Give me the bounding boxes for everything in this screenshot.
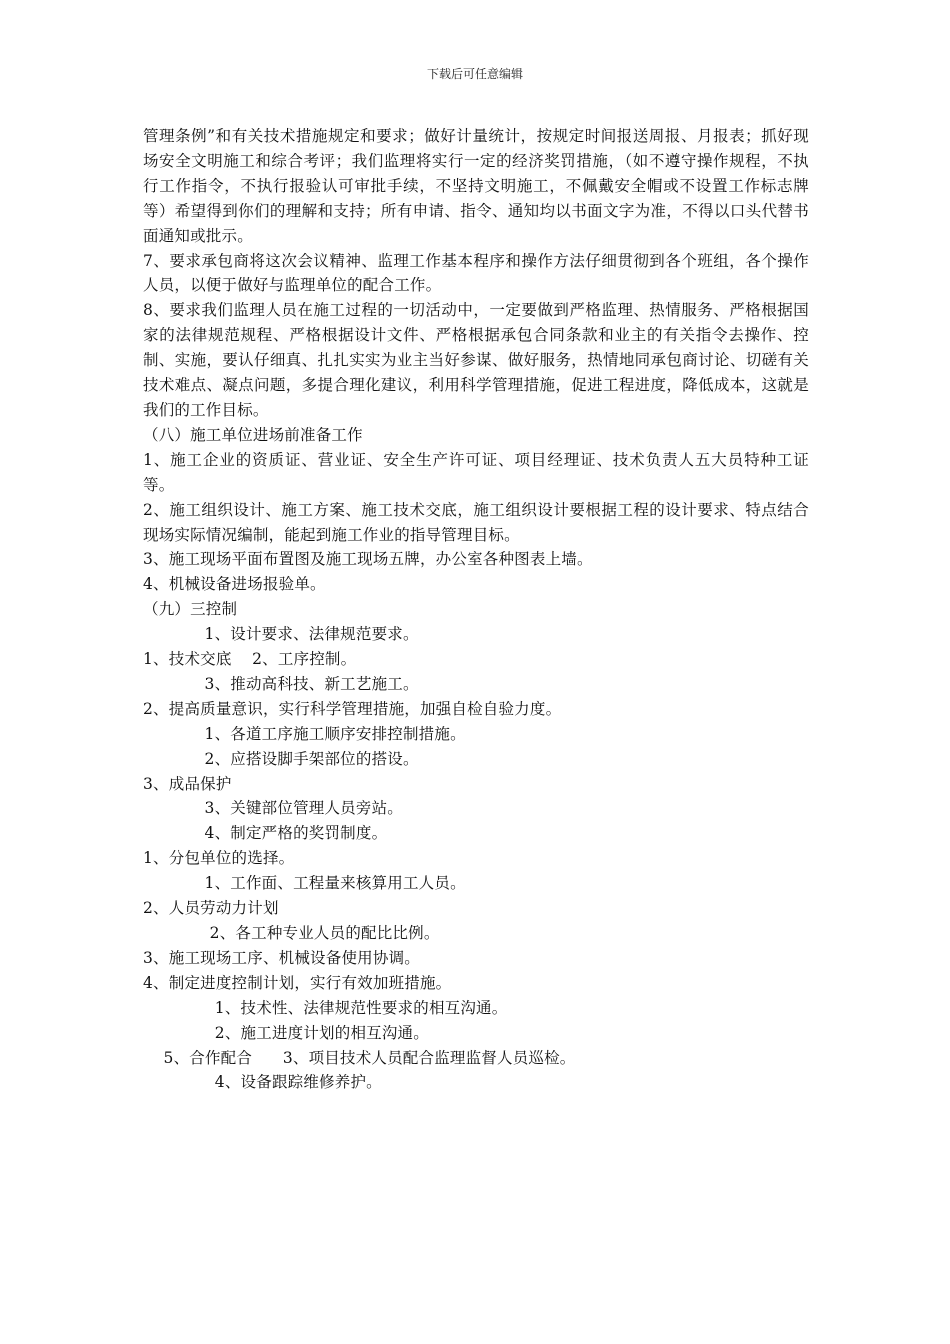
paragraph-prep-2: 2、施工组织设计、施工方案、施工技术交底，施工组织设计要根据工程的设计要求、特点结合现场实际情况编制，能起到施工作业的指导管理目标。 bbox=[143, 500, 809, 544]
document-body bbox=[143, 124, 809, 1095]
paragraph-prep-3: 3、施工现场平面布置图及施工现场五牌，办公室各种图表上墙。 bbox=[143, 550, 593, 569]
outline-line: 3、关键部位管理人员旁站。 bbox=[143, 799, 403, 818]
outline-line: 1、技术性、法律规范性要求的相互沟通。 bbox=[143, 998, 508, 1017]
outline-line: 1、各道工序施工顺序安排控制措施。 bbox=[143, 724, 466, 743]
section-heading-8: （八）施工单位进场前准备工作 bbox=[143, 425, 363, 444]
outline-line: 3、成品保护 bbox=[143, 774, 232, 793]
outline-line: 4、制定进度控制计划，实行有效加班措施。 bbox=[143, 973, 452, 992]
paragraph-prep-4: 4、机械设备进场报验单。 bbox=[143, 575, 326, 594]
paragraph-prep-1: 1、施工企业的资质证、营业证、安全生产许可证、项目经理证、技术负责人五大员特种工证等。 bbox=[143, 450, 809, 494]
paragraph-item-8: 8、要求我们监理人员在施工过程的一切活动中，一定要做到严格监理、热情服务、严格根据国家的法律规范规程、严格根据设计文件、严格根据承包合同条款和业主的有关指令去操作、控制、实施，要认仔细真、扎扎实实为业主当好参谋、做好服务，热情地同承包商讨论、切磋有关技术难点、凝点问题，多提合理化建议，利用科学管理措施，促进工程进度，降低成本，这就是我们的工作目标。 bbox=[143, 301, 809, 419]
outline-line: 4、制定严格的奖罚制度。 bbox=[143, 824, 388, 843]
outline-line: 3、推动高科技、新工艺施工。 bbox=[143, 674, 419, 693]
outline-line: 1、技术交底 2、工序控制。 bbox=[143, 650, 357, 669]
outline-line: 1、分包单位的选择。 bbox=[143, 849, 295, 868]
section-heading-9: （九）三控制 bbox=[143, 600, 238, 619]
outline-line: 2、各工种专业人员的配比比例。 bbox=[143, 924, 440, 942]
paragraph-regulations: 管理条例”和有关技术措施规定和要求；做好计量统计，按规定时间报送周报、月报表；抓好现场安全文明施工和综合考评；我们监理将实行一定的经济奖罚措施，（如不遵守操作规程，不执行工作指令，不执行报验认可审批手续，不坚持文明施工，不佩戴安全帽或不设置工作标志牌等）希望得到你们的理解和支持；所有申请、指令、通知均以书面文字为准，不得以口头代替书面通知或批示。 bbox=[143, 127, 809, 245]
outline-line: 5、合作配合 3、项目技术人员配合监理监督人员巡检。 bbox=[143, 1048, 576, 1067]
outline-line: 4、设备跟踪维修养护。 bbox=[143, 1073, 382, 1092]
outline-line: 2、施工进度计划的相互沟通。 bbox=[143, 1023, 429, 1042]
outline-line: 2、应搭设脚手架部位的搭设。 bbox=[143, 749, 419, 768]
outline-line: 2、人员劳动力计划 bbox=[143, 899, 279, 918]
outline-line: 3、施工现场工序、机械设备使用协调。 bbox=[143, 948, 420, 967]
outline-line: 1、设计要求、法律规范要求。 bbox=[143, 625, 419, 644]
paragraph-item-7: 7、要求承包商将这次会议精神、监理工作基本程序和操作方法仔细贯彻到各个班组，各个操作人员，以便于做好与监理单位的配合工作。 bbox=[143, 251, 809, 295]
page-header: 下载后可任意编辑 bbox=[426, 67, 523, 81]
outline-line: 1、工作面、工程量来核算用工人员。 bbox=[143, 874, 466, 893]
outline-line: 2、提高质量意识，实行科学管理措施，加强自检自验力度。 bbox=[143, 699, 562, 718]
